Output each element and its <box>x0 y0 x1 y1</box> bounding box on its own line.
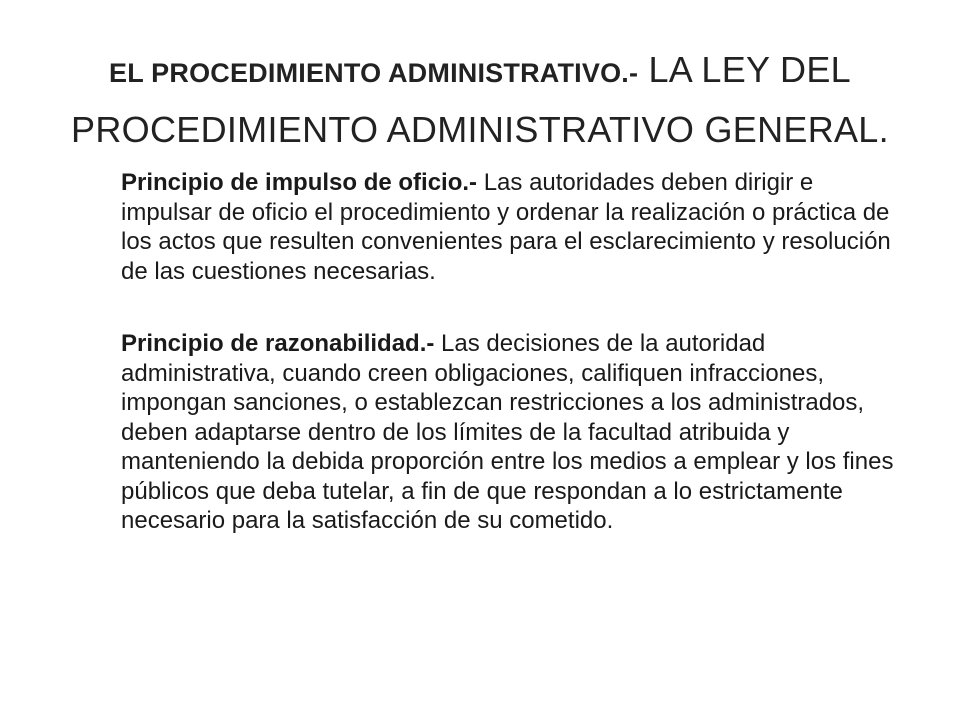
paragraph-body: Las autoridades deben dirigir e impulsar de oficio el procedimiento y ordenar la realización o práctica de los actos que resulten convenientes para el esclarecimiento y resolución de las cuestiones necesarias. <box>121 169 891 285</box>
paragraph-lead: Principio de impulso de oficio.- <box>121 169 478 196</box>
paragraph-lead: Principio de razonabilidad.- <box>121 330 435 357</box>
title-bold-part: EL PROCEDIMIENTO ADMINISTRATIVO.- <box>109 58 639 88</box>
slide-title <box>60 44 900 164</box>
title-rest-line-1: LA LEY DEL <box>638 49 851 90</box>
paragraph-body: Las decisiones de la autoridad administrativa, cuando creen obligaciones, califiquen infracciones, impongan sanciones, o establezcan restricciones a los administrados, deben adaptarse dentro de los límites de la facultad atribuida y manteniendo la debida proporción entre los medios a emplear y los fines públicos que deba tutelar, a fin de que respondan a lo estrictamente necesario para la satisfacción de su cometido. <box>121 330 894 534</box>
paragraph-razonabilidad <box>121 329 901 536</box>
paragraph-impulso-de-oficio <box>121 168 901 286</box>
title-rest-line-2: PROCEDIMIENTO ADMINISTRATIVO GENERAL. <box>71 109 889 150</box>
